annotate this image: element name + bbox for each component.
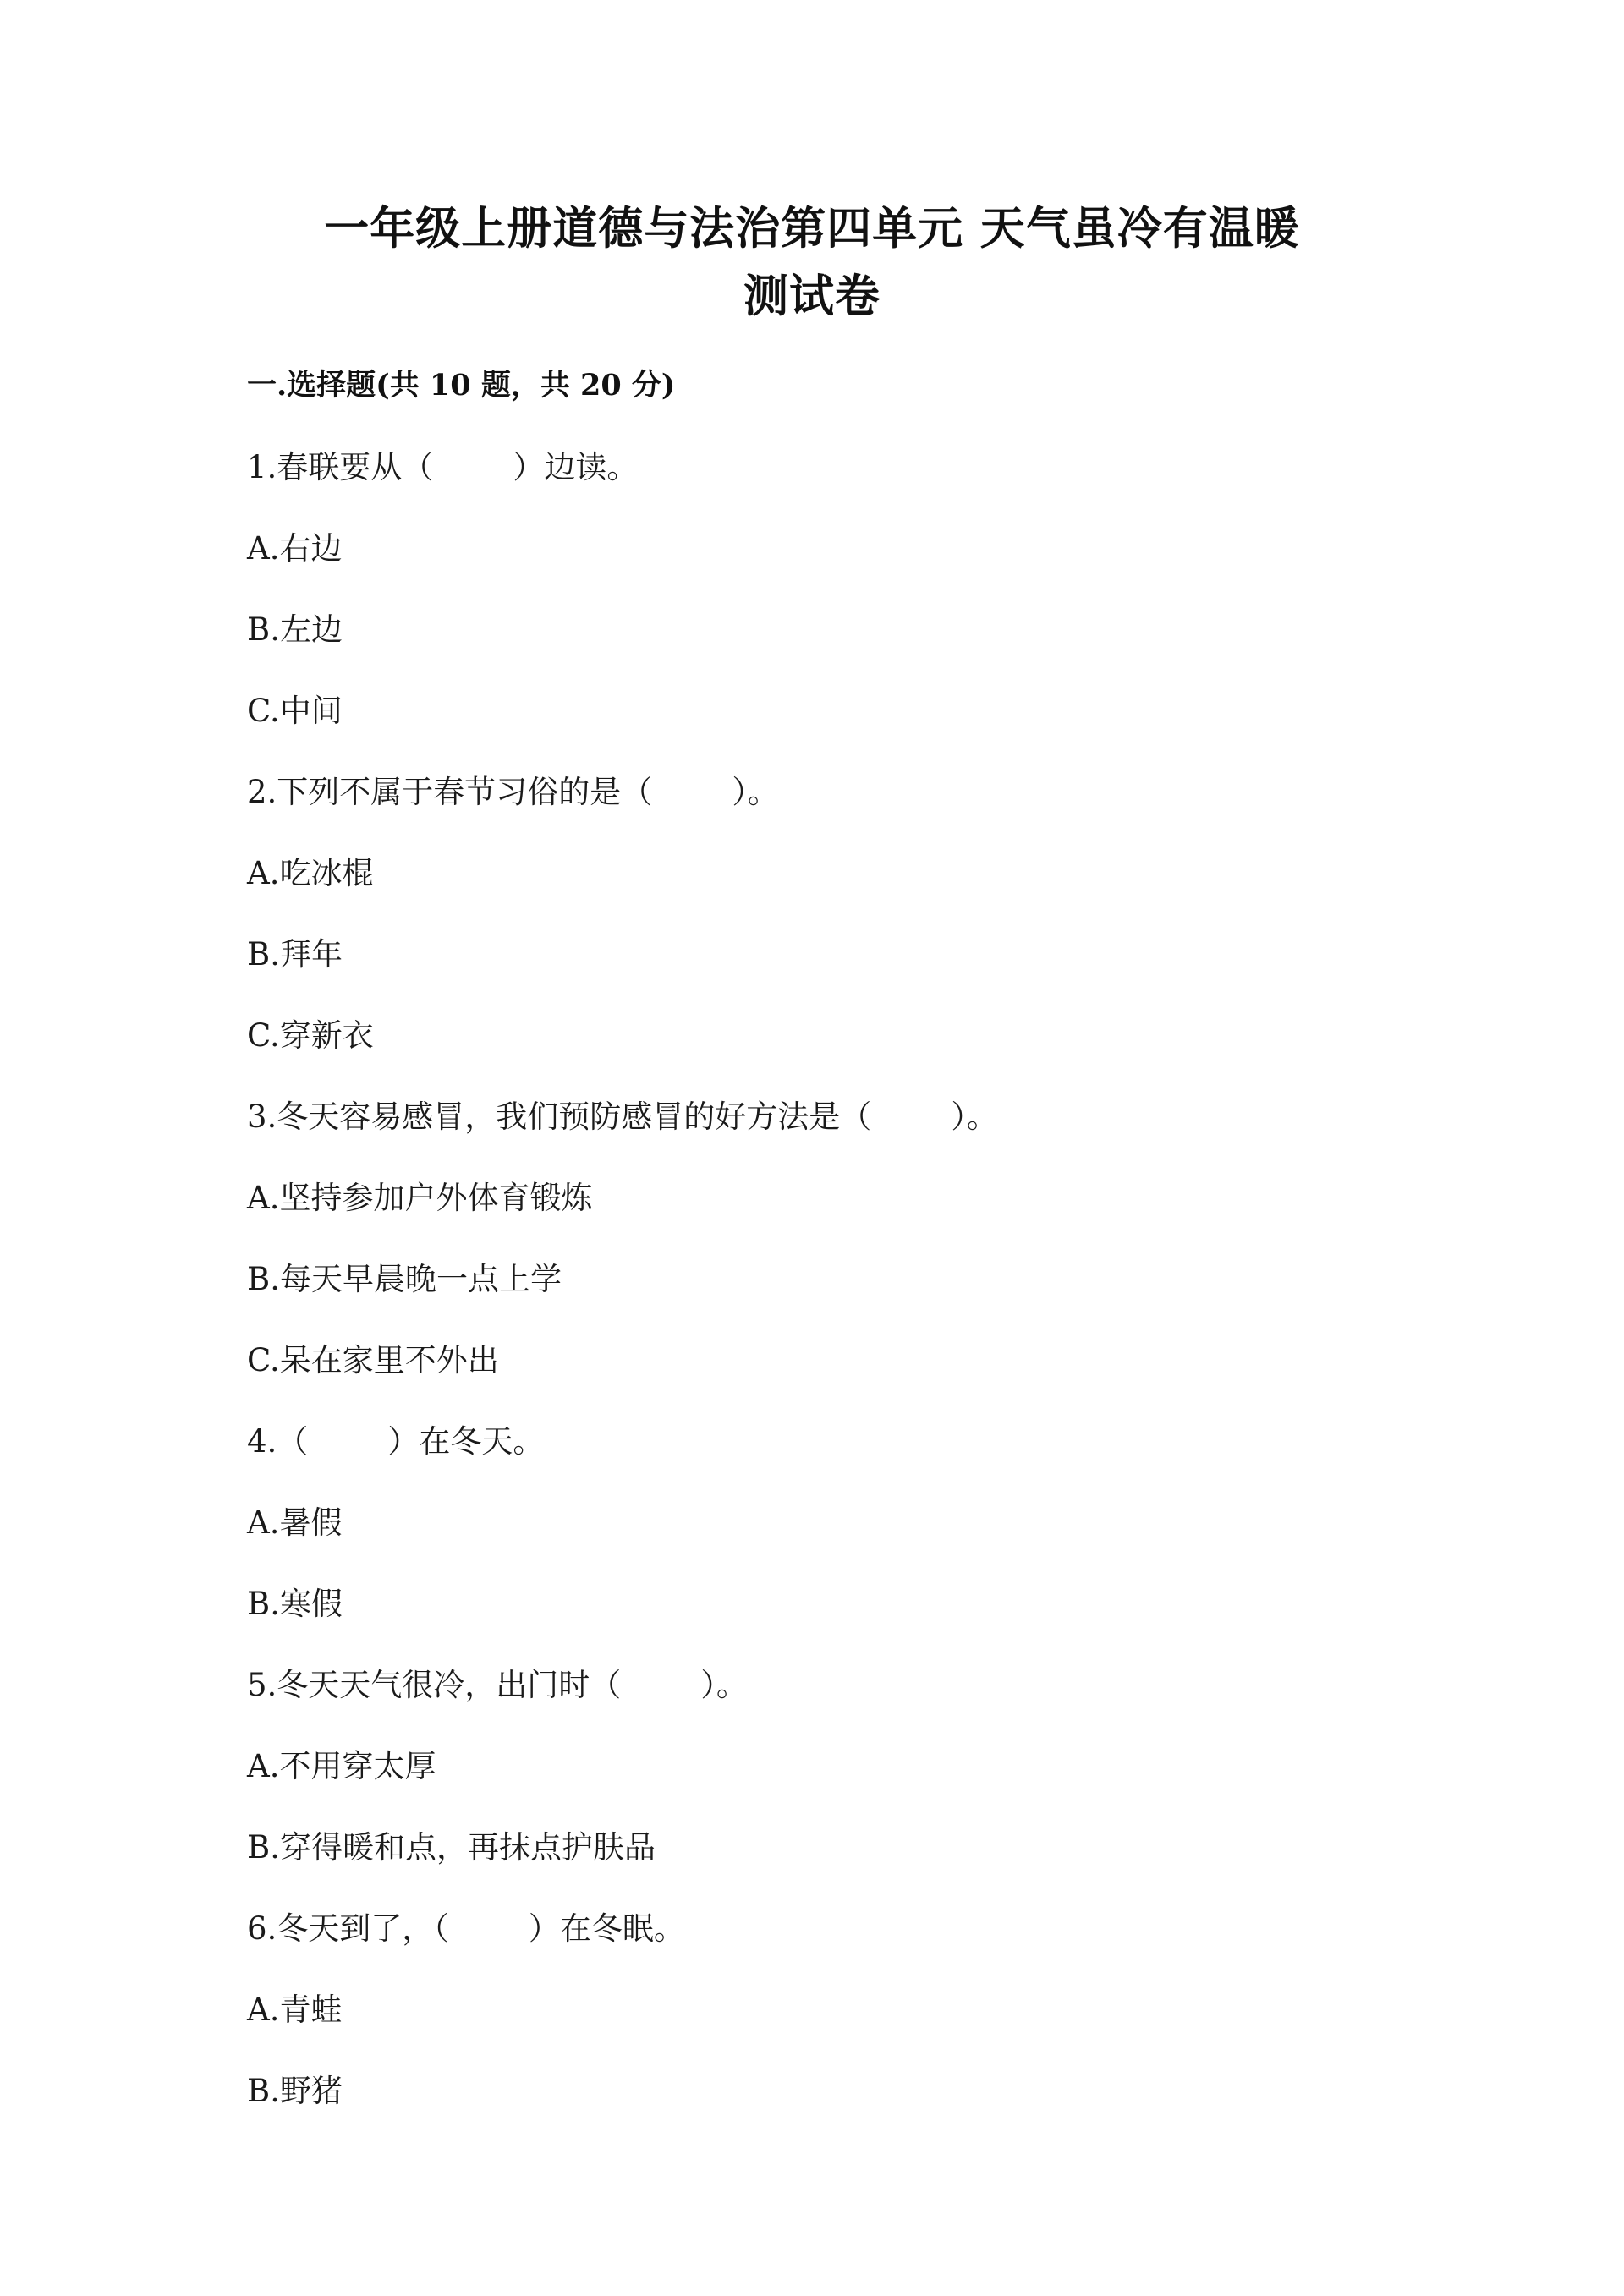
page-title-line-2: 测试卷 [743,270,881,322]
question-5-option-a: A.不用穿太厚 [247,1748,436,1784]
question-6-option-a: A.青蛙 [247,1992,343,2028]
question-3-option-a: A.坚持参加户外体育锻炼 [247,1180,593,1216]
question-6-option-b: B.野猪 [247,2073,343,2109]
question-1-option-b: B.左边 [247,611,343,648]
question-2-option-a: A.吃冰棍 [247,855,374,891]
question-6-stem: 6.冬天到了，（ ）在冬眠。 [247,1910,685,1947]
question-5-stem: 5.冬天天气很冷，出门时（ ）。 [247,1667,748,1703]
page-title-line-1: 一年级上册道德与法治第四单元 天气虽冷有温暖 [324,202,1300,255]
question-1-option-a: A.右边 [247,530,343,567]
question-4-option-b: B.寒假 [247,1586,343,1622]
question-2-stem: 2.下列不属于春节习俗的是（ ）。 [247,774,779,810]
question-2-option-b: B.拜年 [247,936,343,973]
question-4-stem: 4.（ ）在冬天。 [247,1423,545,1460]
question-3-option-c: C.呆在家里不外出 [247,1342,499,1378]
question-4-option-a: A.暑假 [247,1504,343,1541]
question-5-option-b: B.穿得暖和点，再抹点护肤品 [247,1829,656,1866]
question-3-stem: 3.冬天容易感冒，我们预防感冒的好方法是（ ）。 [247,1099,998,1135]
question-2-option-c: C.穿新衣 [247,1017,374,1054]
question-3-option-b: B.每天早晨晚一点上学 [247,1261,562,1297]
question-1-stem: 1.春联要从（ ）边读。 [247,449,639,485]
section-heading: 一.选择题(共 10 题，共 20 分) [247,368,676,403]
question-1-option-c: C.中间 [247,693,343,729]
